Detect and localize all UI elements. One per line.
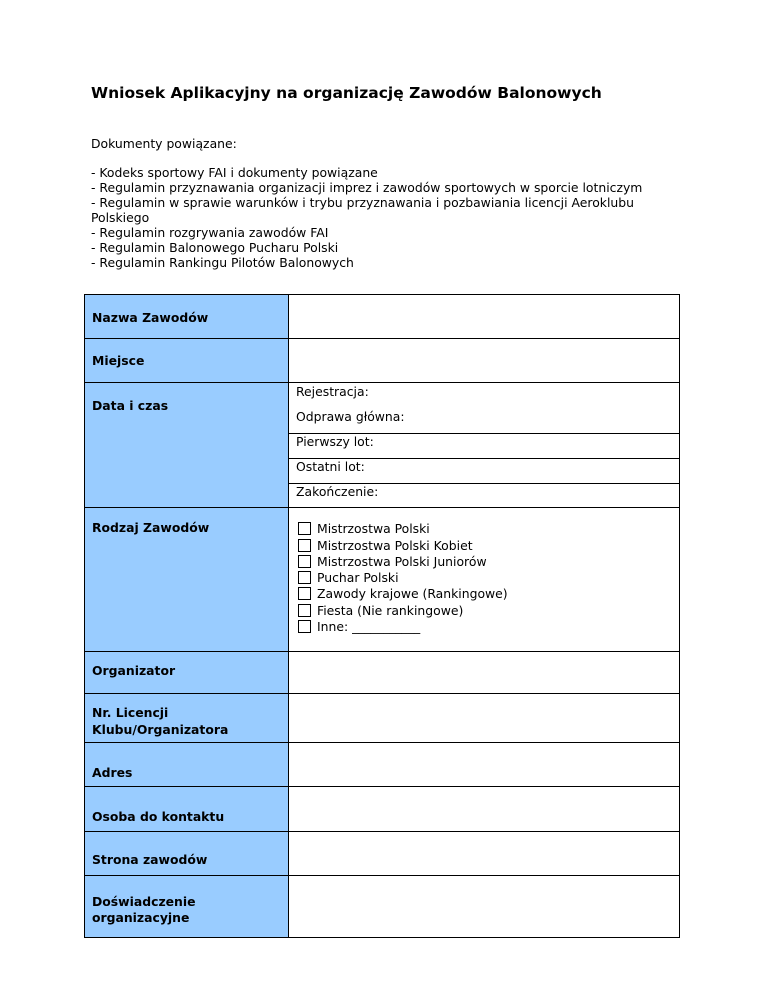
datetime-label: Data i czas — [92, 398, 169, 413]
first-flight-label: Pierwszy lot: — [296, 434, 374, 449]
closing-field[interactable] — [289, 484, 679, 508]
related-documents-list — [91, 165, 691, 270]
competition-type-label: Rodzaj Zawodów — [92, 520, 210, 535]
competition-name-label-cell — [85, 295, 289, 339]
contact-label-cell — [85, 787, 289, 832]
website-label-cell — [85, 832, 289, 876]
organizer-label: Organizator — [92, 663, 176, 678]
list-item: - Regulamin w sprawie warunków i trybu przyznawania i pozbawiania licencji Aeroklubu Polskiego — [91, 195, 634, 225]
first-flight-field[interactable] — [289, 434, 679, 459]
address-label: Adres — [92, 765, 133, 780]
website-field[interactable] — [289, 832, 679, 876]
competition-type-option[interactable]: Mistrzostwa Polski Juniorów — [298, 554, 487, 570]
main-briefing-label: Odprawa główna: — [296, 409, 405, 424]
competition-type-option[interactable]: Zawody krajowe (Rankingowe) — [298, 586, 508, 602]
checkbox[interactable] — [298, 571, 311, 584]
related-documents-heading: Dokumenty powiązane: — [91, 136, 237, 151]
location-label-cell — [85, 339, 289, 383]
competition-name-field[interactable] — [289, 295, 679, 339]
organizer-field[interactable] — [289, 652, 679, 694]
last-flight-field[interactable] — [289, 459, 679, 484]
main-briefing-field[interactable] — [289, 408, 679, 433]
website-label: Strona zawodów — [92, 852, 208, 867]
experience-field[interactable] — [289, 876, 679, 937]
checkbox[interactable] — [298, 604, 311, 617]
last-flight-label: Ostatni lot: — [296, 459, 365, 474]
datetime-label-cell — [85, 383, 289, 508]
checkbox[interactable] — [298, 522, 311, 535]
experience-label-line2: organizacyjne — [92, 910, 190, 925]
application-form-table — [84, 294, 680, 938]
location-field[interactable] — [289, 339, 679, 383]
competition-type-option[interactable]: Mistrzostwa Polski — [298, 521, 430, 537]
experience-label-cell — [85, 876, 289, 937]
checkbox[interactable] — [298, 555, 311, 568]
list-item: - Regulamin Balonowego Pucharu Polski — [91, 240, 339, 255]
registration-field[interactable] — [289, 383, 679, 408]
checkbox[interactable] — [298, 620, 311, 633]
checkbox[interactable] — [298, 587, 311, 600]
closing-label: Zakończenie: — [296, 484, 379, 499]
license-label-line1: Nr. Licencji — [92, 705, 169, 720]
address-label-cell — [85, 743, 289, 787]
license-label-cell — [85, 694, 289, 743]
competition-type-option[interactable]: Inne: ___________ — [298, 619, 420, 635]
checkbox[interactable] — [298, 539, 311, 552]
location-label: Miejsce — [92, 353, 145, 368]
page-title: Wniosek Aplikacyjny na organizację Zawodów Balonowych — [91, 84, 602, 102]
license-field[interactable] — [289, 694, 679, 743]
list-item: - Kodeks sportowy FAI i dokumenty powiązane — [91, 165, 378, 180]
list-item: - Regulamin rozgrywania zawodów FAI — [91, 225, 329, 240]
experience-label-line1: Doświadczenie — [92, 894, 196, 909]
organizer-label-cell — [85, 652, 289, 694]
competition-type-option[interactable]: Puchar Polski — [298, 570, 399, 586]
competition-name-label: Nazwa Zawodów — [92, 310, 209, 325]
list-item: - Regulamin Rankingu Pilotów Balonowych — [91, 255, 354, 270]
list-item: - Regulamin przyznawania organizacji imprez i zawodów sportowych w sporcie lotniczym — [91, 180, 643, 195]
competition-type-option[interactable]: Mistrzostwa Polski Kobiet — [298, 538, 473, 554]
license-label-line2: Klubu/Organizatora — [92, 722, 229, 737]
contact-field[interactable] — [289, 787, 679, 832]
competition-type-option[interactable]: Fiesta (Nie rankingowe) — [298, 603, 463, 619]
competition-type-label-cell — [85, 508, 289, 652]
contact-label: Osoba do kontaktu — [92, 809, 225, 824]
registration-label: Rejestracja: — [296, 384, 369, 399]
address-field[interactable] — [289, 743, 679, 787]
